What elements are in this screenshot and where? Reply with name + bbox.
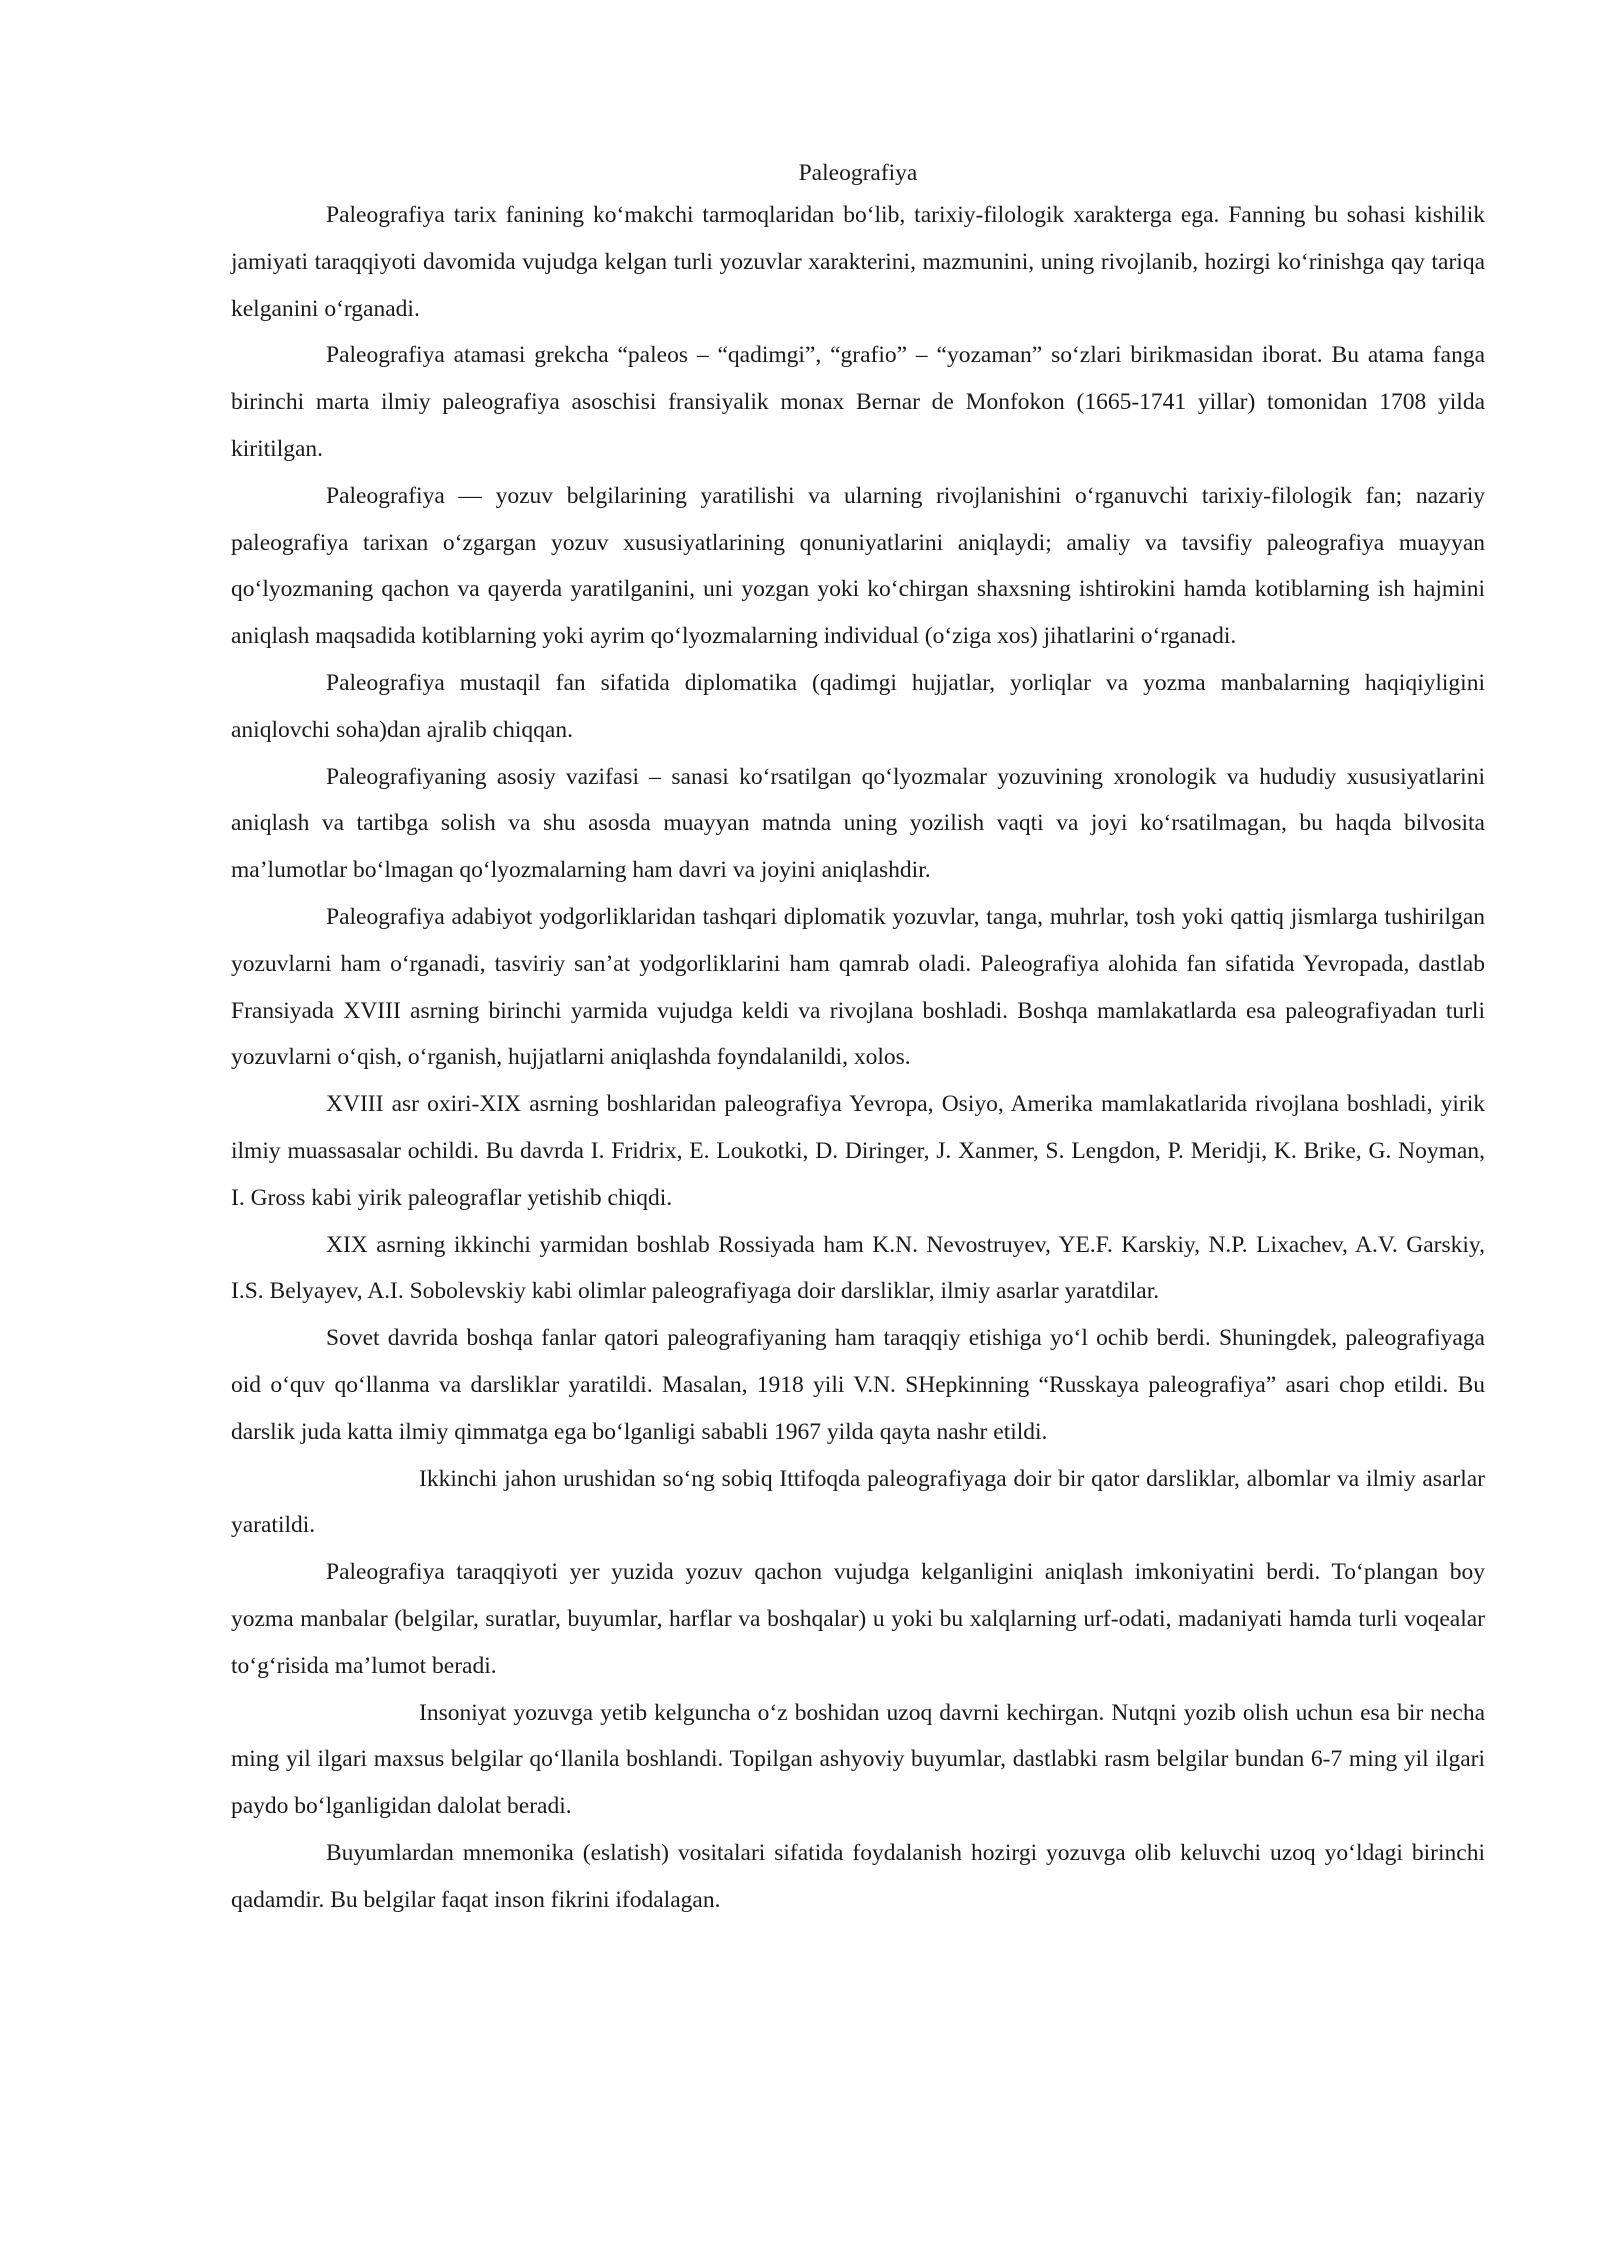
paragraph-12: Insoniyat yozuvga yetib kelguncha oʻz boshidan uzoq davrni kechirgan. Nutqni yozib olish uchun esa bir necha ming yil ilgari maxsus belgilar qoʻllanila boshlandi. Topilgan ashyoviy buyumlar, dastlabki rasm belgilar bundan 6-7 ming yil ilgari paydo boʻlganligidan dalolat beradi. xyxy=(231,1699,1485,1820)
paragraph-6: Paleografiya adabiyot yodgorliklaridan tashqari diplomatik yozuvlar, tanga, muhrlar, tosh yoki qattiq jismlarga tushirilgan yozuvlarni ham oʻrganadi, tasviriy san’at yodgorliklarini ham qamrab oladi. Paleografiya alohida fan sifatida Yevropada, dastlab Fransiyada XVIII asrning birinchi yarmida vujudga keldi va rivojlana boshladi. Boshqa mamlakatlarda esa paleografiyadan turli yozuvlarni oʻqish, oʻrganish, hujjatlarni aniqlashda foyndalanildi, xolos. xyxy=(231,903,1485,1071)
paragraph-8: XIX asrning ikkinchi yarmidan boshlab Rossiyada ham K.N. Nevostruyev, YE.F. Karskiy, N.P. Lixachev, A.V. Garskiy, I.S. Belyayev, A.I. Sobolevskiy kabi olimlar paleografiyaga doir darsliklar, ilmiy asarlar yaratdilar. xyxy=(231,1231,1485,1305)
paragraph-5: Paleografiyaning asosiy vazifasi – sanasi koʻrsatilgan qoʻlyozmalar yozuvining xronologik va hududiy xususiyatlarini aniqlash va tartibga solish va shu asosda muayyan matnda uning yozilish vaqti va joyi koʻrsatilmagan, bu haqda bilvosita ma’lumotlar boʻlmagan qoʻlyozmalarning ham davri va joyini aniqlashdir. xyxy=(231,763,1485,884)
paragraph-7: XVIII asr oxiri-XIX asrning boshlaridan paleografiya Yevropa, Osiyo, Amerika mamlakatlarida rivojlana boshladi, yirik ilmiy muassasalar ochildi. Bu davrda I. Fridrix, E. Loukotki, D. Diringer, J. Xanmer, S. Lengdon, P. Meridji, K. Brike, G. Noyman, I. Gross kabi yirik paleograflar yetishib chiqdi. xyxy=(231,1091,1485,1211)
document-title: Paleografiya xyxy=(798,160,918,186)
paragraph-10: Ikkinchi jahon urushidan soʻng sobiq Ittifoqda paleografiyaga doir bir qator darsliklar, albomlar va ilmiy asarlar yaratildi. xyxy=(231,1465,1485,1539)
paragraph-9: Sovet davrida boshqa fanlar qatori paleografiyaning ham taraqqiy etishiga yoʻl ochib berdi. Shuningdek, paleografiyaga oid oʻquv qoʻllanma va darsliklar yaratildi. Masalan, 1918 yili V.N. SHepkinning “Russkaya paleografiya” asari chop etildi. Bu darslik juda katta ilmiy qimmatga ega boʻlganligi sababli 1967 yilda qayta nashr etildi. xyxy=(231,1325,1485,1445)
paragraph-4: Paleografiya mustaqil fan sifatida diplomatika (qadimgi hujjatlar, yorliqlar va yozma manbalarning haqiqiyligini aniqlovchi soha)dan ajralib chiqqan. xyxy=(231,669,1485,743)
paragraph-3: Paleografiya — yozuv belgilarining yaratilishi va ularning rivojlanishini oʻrganuvchi tarixiy-filologik fan; nazariy paleografiya tarixan oʻzgargan yozuv xususiyatlarining qonuniyatlarini aniqlaydi; amaliy va tavsifiy paleografiya muayyan qoʻlyozmaning qachon va qayerda yaratilganini, uni yozgan yoki koʻchirgan shaxsning ishtirokini hamda kotiblarning ish hajmini aniqlash maqsadida kotiblarning yoki ayrim qoʻlyozmalarning individual (oʻziga xos) jihatlarini oʻrganadi. xyxy=(231,482,1485,650)
paragraph-13: Buyumlardan mnemonika (eslatish) vositalari sifatida foydalanish hozirgi yozuvga olib keluvchi uzoq yoʻldagi birinchi qadamdir. Bu belgilar faqat inson fikrini ifodalagan. xyxy=(231,1839,1485,1913)
paragraph-11: Paleografiya taraqqiyoti yer yuzida yozuv qachon vujudga kelganligini aniqlash imkoniyatini berdi. Toʻplangan boy yozma manbalar (belgilar, suratlar, buyumlar, harflar va boshqalar) u yoki bu xalqlarning urf-odati, madaniyati hamda turli voqealar toʻgʻrisida ma’lumot beradi. xyxy=(231,1559,1485,1679)
paragraph-2: Paleografiya atamasi grekcha “paleos – “qadimgi”, “grafio” – “yozaman” soʻzlari birikmasidan iborat. Bu atama fanga birinchi marta ilmiy paleografiya asoschisi fransiyalik monax Bernar de Monfokon (1665-1741 yillar) tomonidan 1708 yilda kiritilgan. xyxy=(231,342,1485,462)
document-page xyxy=(231,150,1485,1923)
paragraph-1: Paleografiya tarix fanining koʻmakchi tarmoqlaridan boʻlib, tarixiy-filologik xarakterga ega. Fanning bu sohasi kishilik jamiyati taraqqiyoti davomida vujudga kelgan turli yozuvlar xarakterini, mazmunini, uning rivojlanib, hozirgi koʻrinishga qay tariqa kelganini oʻrganadi. xyxy=(231,202,1485,322)
